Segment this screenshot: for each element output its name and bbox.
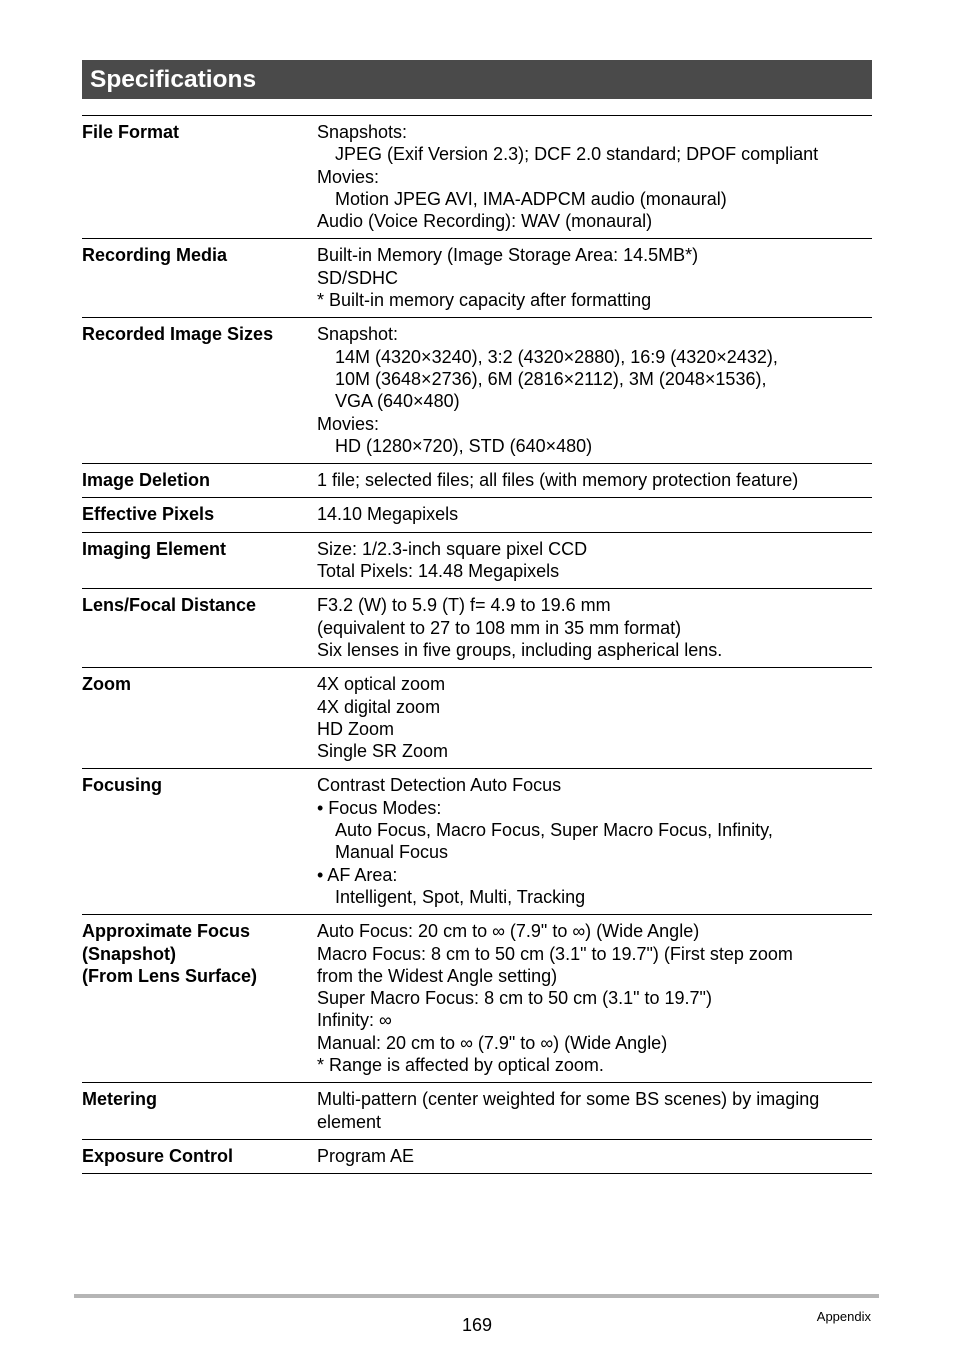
spec-label-line: (Snapshot) <box>82 943 176 964</box>
spec-value-line: Snapshots: <box>317 122 408 142</box>
spec-label <box>82 673 317 762</box>
spec-value-line: Audio (Voice Recording): WAV (monaural) <box>317 211 653 232</box>
spec-value <box>317 1088 872 1133</box>
spec-value <box>317 538 872 583</box>
spec-row <box>82 464 872 498</box>
spec-value-line: 14.10 Megapixels <box>317 504 459 525</box>
spec-label-line: Effective Pixels <box>82 504 215 525</box>
spec-label-line: Lens/Focal Distance <box>82 595 257 616</box>
spec-value <box>317 774 872 908</box>
spec-value <box>317 323 872 457</box>
section-name: Appendix <box>816 1309 871 1324</box>
spec-label <box>82 538 317 583</box>
spec-row <box>82 318 872 464</box>
spec-value <box>317 503 872 525</box>
spec-value-line: Size: 1/2.3-inch square pixel CCD <box>317 538 588 559</box>
spec-label-line: Exposure Control <box>82 1145 234 1166</box>
spec-label-line: Recording Media <box>82 245 228 266</box>
spec-label <box>82 774 317 908</box>
spec-row <box>82 769 872 915</box>
spec-value-line: Movies: <box>317 413 380 434</box>
spec-value-line: Multi-pattern (center weighted for some BS scenes) by imaging element <box>317 1089 820 1132</box>
spec-row <box>82 239 872 318</box>
spec-value-line: Auto Focus, Macro Focus, Super Macro Focus, Infinity, <box>335 820 773 841</box>
spec-value <box>317 1145 872 1167</box>
spec-value-line: 4X digital zoom <box>317 696 441 717</box>
spec-label <box>82 594 317 661</box>
spec-value-line: Total Pixels: 14.48 Megapixels <box>317 561 560 582</box>
spec-value-line: Intelligent, Spot, Multi, Tracking <box>335 886 586 907</box>
spec-label-line: Approximate Focus <box>82 921 251 942</box>
spec-value-line: HD Zoom <box>317 718 395 739</box>
spec-value-line: Single SR Zoom <box>317 741 449 762</box>
spec-value-line: 4X optical zoom <box>317 674 446 695</box>
spec-label <box>82 121 317 232</box>
spec-value-line: Manual Focus <box>335 842 449 863</box>
spec-value-line: Contrast Detection Auto Focus <box>317 775 562 796</box>
spec-row <box>82 1140 872 1174</box>
spec-value-line: HD (1280×720), STD (640×480) <box>335 435 593 456</box>
spec-value <box>317 920 872 1076</box>
spec-value-line: (equivalent to 27 to 108 mm in 35 mm format) <box>317 617 682 638</box>
spec-row <box>82 589 872 668</box>
spec-value-line: • Focus Modes: <box>317 797 442 818</box>
spec-label-line: Image Deletion <box>82 470 211 491</box>
spec-value-line: Snapshot: <box>317 324 399 345</box>
spec-label <box>82 469 317 491</box>
spec-label-line: Imaging Element <box>82 538 227 559</box>
spec-label-line: (From Lens Surface) <box>82 965 258 986</box>
spec-value-line: SD/SDHC <box>317 267 399 288</box>
spec-label-line: Focusing <box>82 775 162 796</box>
spec-value-line: 10M (3648×2736), 6M (2816×2112), 3M (2048×1536), <box>335 368 767 389</box>
spec-value <box>317 673 872 762</box>
page-number: 169 <box>461 1315 493 1335</box>
spec-value-line: F3.2 (W) to 5.9 (T) f= 4.9 to 19.6 mm <box>317 595 611 616</box>
spec-value <box>317 244 872 311</box>
spec-row <box>82 915 872 1083</box>
spec-value-line: Auto Focus: 20 cm to ∞ (7.9" to ∞) (Wide Angle) <box>317 921 700 942</box>
title-bar <box>82 60 872 99</box>
spec-row <box>82 668 872 769</box>
spec-label-line: Recorded Image Sizes <box>82 324 274 345</box>
spec-row <box>82 498 872 532</box>
spec-value-line: Built-in Memory (Image Storage Area: 14.5MB*) <box>317 245 699 266</box>
spec-row <box>82 1083 872 1140</box>
spec-value <box>317 121 872 232</box>
spec-value-line: VGA (640×480) <box>335 391 460 412</box>
spec-label <box>82 920 317 1076</box>
spec-label <box>82 323 317 457</box>
footer-divider <box>74 1294 879 1298</box>
spec-label <box>82 244 317 311</box>
spec-value-line: Macro Focus: 8 cm to 50 cm (3.1" to 19.7") (First step zoom <box>317 943 793 964</box>
spec-value <box>317 594 872 661</box>
spec-row <box>82 116 872 239</box>
spec-value-line: • AF Area: <box>317 864 398 885</box>
spec-value-line: Program AE <box>317 1145 415 1166</box>
spec-label-line: File Format <box>82 122 180 142</box>
spec-value-line: 14M (4320×3240), 3:2 (4320×2880), 16:9 (4320×2432), <box>335 346 778 367</box>
spec-label <box>82 503 317 525</box>
spec-value-line: Six lenses in five groups, including aspherical lens. <box>317 639 723 660</box>
spec-value-line: * Range is affected by optical zoom. <box>317 1054 604 1075</box>
spec-label-line: Metering <box>82 1089 158 1110</box>
spec-value-line: * Built-in memory capacity after formatting <box>317 290 652 311</box>
spec-value <box>317 469 872 491</box>
page-title: Specifications <box>90 66 257 93</box>
spec-label <box>82 1088 317 1133</box>
spec-row <box>82 533 872 590</box>
spec-value-line: Manual: 20 cm to ∞ (7.9" to ∞) (Wide Angle) <box>317 1032 668 1053</box>
spec-value-line: Movies: <box>317 166 380 187</box>
spec-value-line: Motion JPEG AVI, IMA-ADPCM audio (monaural) <box>335 188 727 209</box>
spec-value-line: Super Macro Focus: 8 cm to 50 cm (3.1" to 19.7") <box>317 988 712 1009</box>
spec-value-line: Infinity: ∞ <box>317 1010 392 1031</box>
spec-value-line: from the Widest Angle setting) <box>317 965 558 986</box>
spec-table <box>82 115 872 1174</box>
spec-value-line: 1 file; selected files; all files (with memory protection feature) <box>317 470 799 491</box>
spec-label <box>82 1145 317 1167</box>
spec-label-line: Zoom <box>82 674 131 695</box>
spec-value-line: JPEG (Exif Version 2.3); DCF 2.0 standard; DPOF compliant <box>335 144 819 165</box>
